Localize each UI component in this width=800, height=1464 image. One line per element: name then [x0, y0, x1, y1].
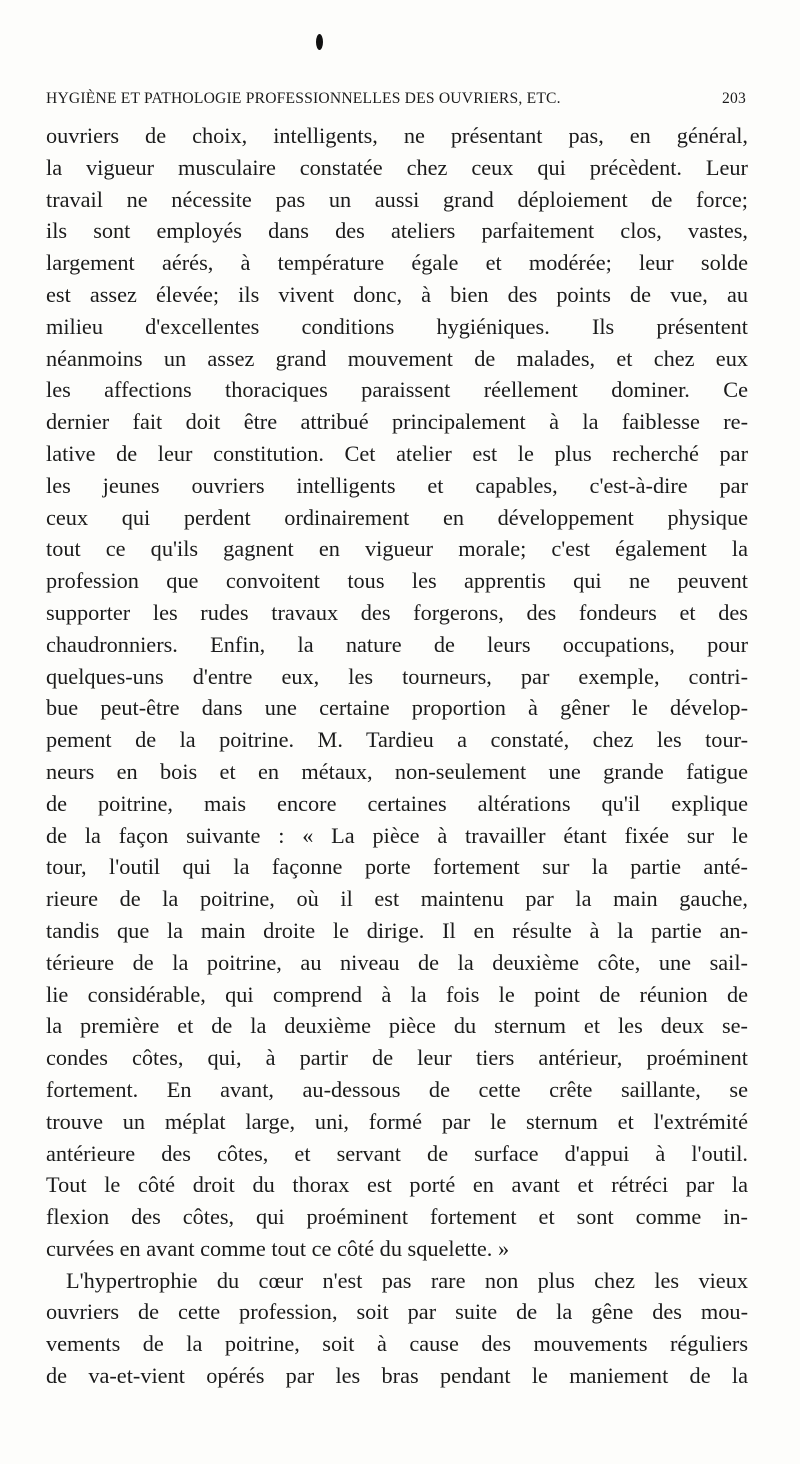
text-line: profession que convoitent tous les apprentis qui ne peuvent	[46, 568, 748, 594]
text-line: trouve un méplat large, uni, formé par le sternum et l'extrémité	[46, 1108, 748, 1134]
text-line: antérieure des côtes, et servant de surface d'appui à l'outil.	[46, 1140, 748, 1166]
text-line: ouvriers de choix, intelligents, ne présentant pas, en général,	[46, 123, 748, 148]
text-line: lie considérable, qui comprend à la fois le point de réunion de	[46, 981, 748, 1007]
text-line: vements de la poitrine, soit à cause des mouvements réguliers	[46, 1331, 748, 1357]
text-line: est assez élevée; ils vivent donc, à bien des points de vue, au	[46, 281, 748, 307]
text-line: curvées en avant comme tout ce côté du squelette. »	[46, 1235, 510, 1261]
text-line: la vigueur musculaire constatée chez ceux qui précèdent. Leur	[46, 154, 748, 180]
text-line: térieure de la poitrine, au niveau de la deuxième côte, une sail-	[46, 949, 748, 975]
text-line: neurs en bois et en métaux, non-seulement une grande fatigue	[46, 758, 748, 784]
text-line: tout ce qu'ils gagnent en vigueur morale; c'est également la	[46, 536, 748, 562]
text-line: néanmoins un assez grand mouvement de malades, et chez eux	[46, 345, 748, 371]
text-line: bue peut-être dans une certaine proportion à gêner le dévelop-	[46, 695, 748, 721]
page-number: 203	[722, 90, 746, 107]
text-line: de la façon suivante : « La pièce à travailler étant fixée sur le	[46, 822, 748, 848]
text-line: de poitrine, mais encore certaines altérations qu'il explique	[46, 790, 748, 816]
text-line: largement aérés, à température égale et modérée; leur solde	[46, 250, 748, 276]
text-line: chaudronniers. Enfin, la nature de leurs occupations, pour	[46, 631, 748, 657]
text-line: dernier fait doit être attribué principalement à la faiblesse re-	[46, 409, 748, 435]
text-line: tour, l'outil qui la façonne porte fortement sur la partie anté-	[46, 854, 748, 880]
text-line: pement de la poitrine. M. Tardieu a constaté, chez les tour-	[46, 727, 748, 753]
text-line: de va-et-vient opérés par les bras pendant le maniement de la	[46, 1363, 748, 1389]
text-line: condes côtes, qui, à partir de leur tiers antérieur, proéminent	[46, 1045, 748, 1071]
text-line: fortement. En avant, au-dessous de cette crête saillante, se	[46, 1076, 748, 1102]
body-text	[46, 120, 748, 1392]
text-line: ils sont employés dans des ateliers parfaitement clos, vastes,	[46, 218, 748, 244]
text-line: les affections thoraciques paraissent réellement dominer. Ce	[46, 377, 748, 403]
text-line: quelques-uns d'entre eux, les tourneurs, par exemple, contri-	[46, 663, 748, 689]
running-title: HYGIÈNE ET PATHOLOGIE PROFESSIONNELLES DES OUVRIERS, ETC.	[46, 90, 561, 107]
text-line: la première et de la deuxième pièce du sternum et les deux se-	[46, 1013, 748, 1039]
text-line: rieure de la poitrine, où il est maintenu par la main gauche,	[46, 886, 748, 912]
text-line: Tout le côté droit du thorax est porté en avant et rétréci par la	[46, 1172, 748, 1198]
text-line: supporter les rudes travaux des forgerons, des fondeurs et des	[46, 599, 748, 625]
text-line: milieu d'excellentes conditions hygiéniques. Ils présentent	[46, 313, 748, 339]
text-line: lative de leur constitution. Cet atelier est le plus recherché par	[46, 440, 748, 466]
running-head	[46, 90, 746, 114]
text-line: ouvriers de cette profession, soit par suite de la gêne des mou-	[46, 1299, 748, 1325]
text-line: flexion des côtes, qui proéminent fortement et sont comme in-	[46, 1204, 748, 1230]
ink-spot	[316, 34, 323, 50]
text-line: travail ne nécessite pas un aussi grand déploiement de force;	[46, 186, 748, 212]
text-line: tandis que la main droite le dirige. Il en résulte à la partie an-	[46, 917, 748, 943]
text-line: les jeunes ouvriers intelligents et capables, c'est-à-dire par	[46, 472, 748, 498]
text-line: ceux qui perdent ordinairement en développement physique	[46, 504, 748, 530]
text-line: L'hypertrophie du cœur n'est pas rare non plus chez les vieux	[66, 1267, 748, 1293]
